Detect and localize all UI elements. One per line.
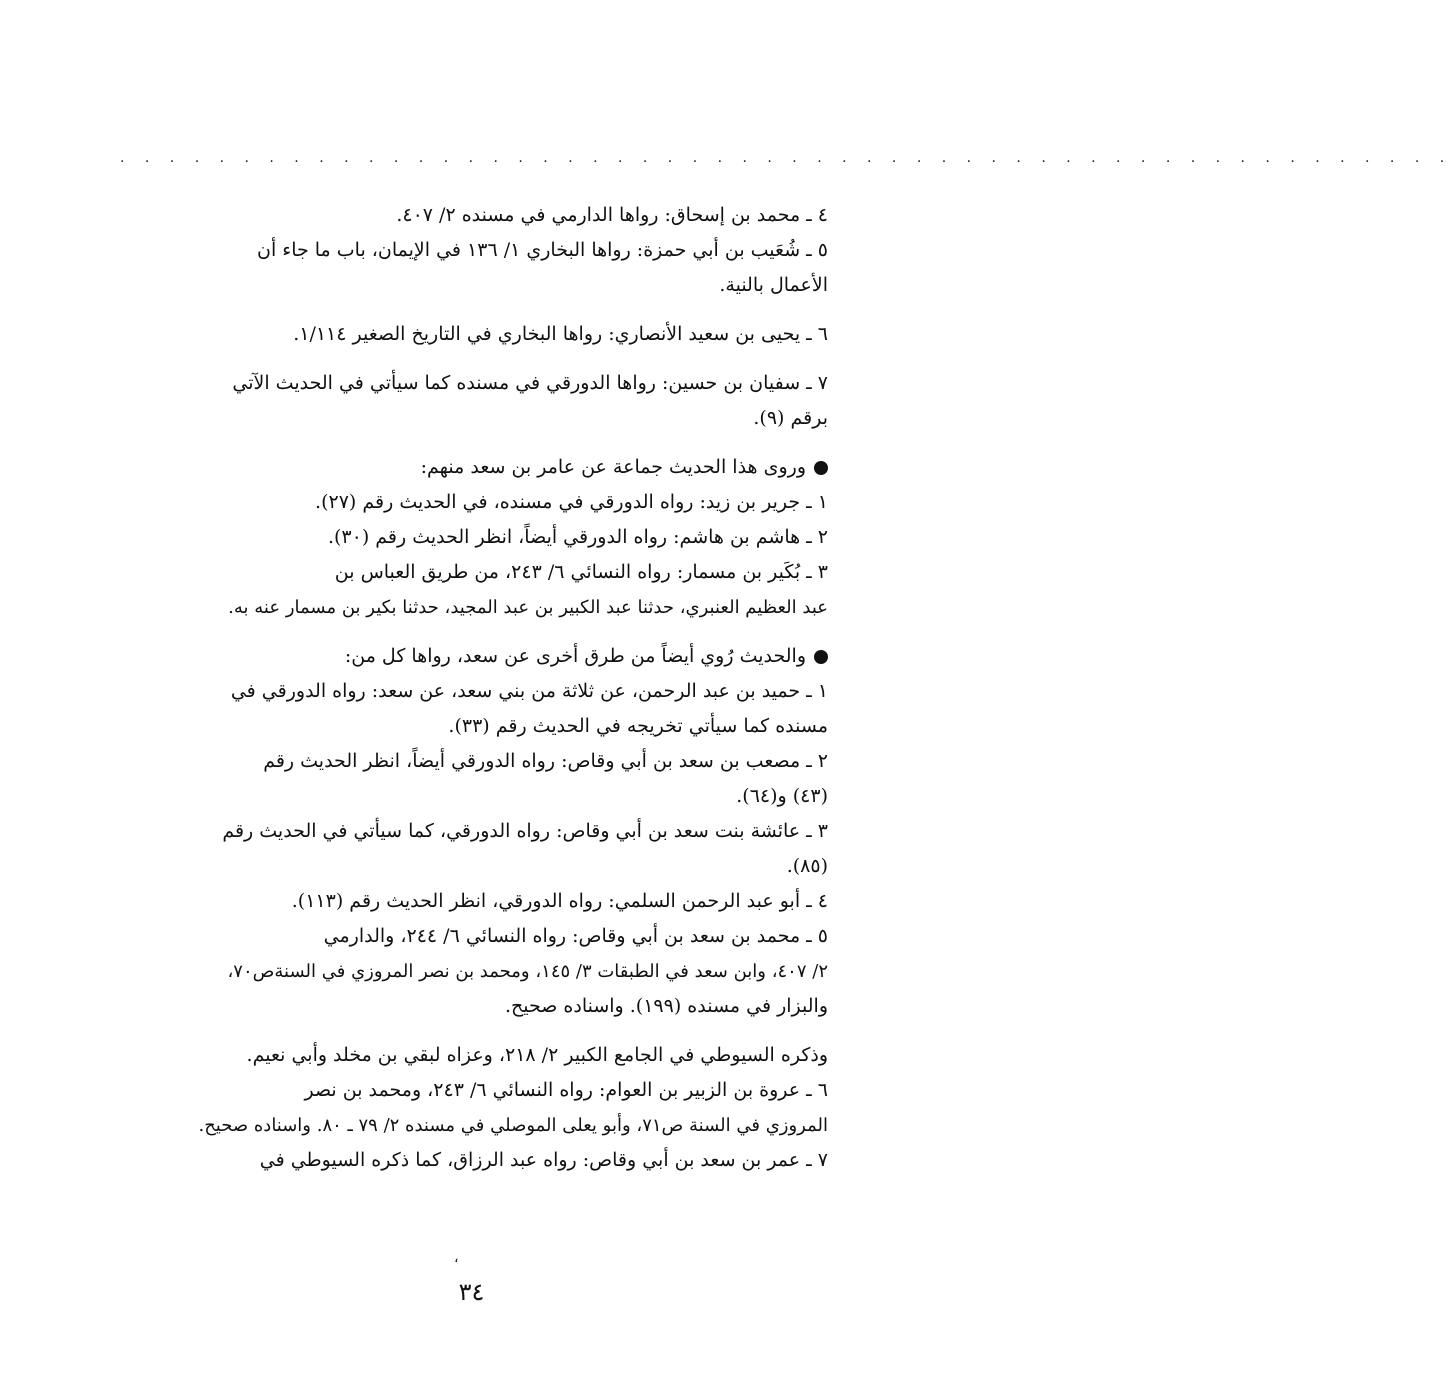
text-line: ٤ ـ محمد بن إسحاق: رواها الدارمي في مسنده ٢/ ٤٠٧. (396, 204, 828, 226)
text-line: ١ ـ حميد بن عبد الرحمن، عن ثلاثة من بني سعد، عن سعد: رواه الدورقي في (230, 680, 828, 702)
page-number: ٣٤ (458, 1278, 485, 1306)
text-line: ٢ ـ هاشم بن هاشم: رواه الدورقي أيضاً، انظر الحديث رقم (٣٠). (327, 526, 828, 548)
bullet-icon (814, 461, 828, 475)
text-line: ٥ ـ شُعَيب بن أبي حمزة: رواها البخاري ١/ ١٣٦ في الإيمان، باب ما جاء أن (256, 239, 828, 261)
text-line: ٦ ـ عروة بن الزبير بن العوام: رواه النسائي ٦/ ٢٤٣، ومحمد بن نصر (304, 1079, 828, 1101)
text-line: عبد العظيم العنبري، حدثنا عبد الكبير بن عبد المجيد، حدثنا بكير بن مسمار عنه به. (228, 597, 828, 618)
text-line: ٤ ـ أبو عبد الرحمن السلمي: رواه الدورقي، انظر الحديث رقم (١١٣). (291, 890, 828, 912)
text-line: والبزار في مسنده (١٩٩). واسناده صحيح. (504, 995, 828, 1017)
text-line: ١ ـ جرير بن زيد: رواه الدورقي في مسنده، في الحديث رقم (٢٧). (315, 491, 828, 513)
text-line: ٥ ـ محمد بن سعد بن أبي وقاص: رواه النسائي ٦/ ٢٤٤، والدارمي (323, 925, 828, 947)
text-line: ٧ ـ عمر بن سعد بن أبي وقاص: رواه عبد الرزاق، كما ذكره السيوطي في (259, 1149, 828, 1171)
text-line: مسنده كما سيأتي تخريجه في الحديث رقم (٣٣). (448, 715, 828, 737)
dotted-separator: . . . . . . . . . . . . . . . . . . . . . . . . . . . . . . . . . . . . . . . . . . . . . . . . . . . . . . (120, 150, 1452, 166)
text-line: ٦ ـ يحيى بن سعيد الأنصاري: رواها البخاري في التاريخ الصغير ١/١١٤. (293, 323, 828, 345)
text-line: ٣ ـ بُكَير بن مسمار: رواه النسائي ٦/ ٢٤٣، من طريق العباس بن (334, 561, 828, 583)
text-line: الأعمال بالنية. (719, 274, 828, 296)
section-heading-text: وروى هذا الحديث جماعة عن عامر بن سعد منهم: (420, 456, 806, 478)
bullet-icon (814, 650, 828, 664)
text-line: وذكره السيوطي في الجامع الكبير ٢/ ٢١٨، وعزاه لبقي بن مخلد وأبي نعيم. (246, 1044, 828, 1066)
text-line: برقم (٩). (753, 407, 828, 429)
text-line: (٤٣) و(٦٤). (736, 785, 828, 807)
text-line: ٧ ـ سفيان بن حسين: رواها الدورقي في مسنده كما سيأتي في الحديث الآتي (232, 372, 828, 394)
text-line: المروزي في السنة ص٧١، وأبو يعلى الموصلي في مسنده ٢/ ٧٩ ـ ٨٠. واسناده صحيح. (198, 1115, 828, 1136)
page-body (120, 150, 1452, 1178)
section-heading-text: والحديث رُوي أيضاً من طرق أخرى عن سعد، رواها كل من: (344, 645, 806, 667)
text-line: ٣ ـ عائشة بنت سعد بن أبي وقاص: رواه الدورقي، كما سيأتي في الحديث رقم (222, 820, 828, 842)
text-line: ٢/ ٤٠٧، وابن سعد في الطبقات ٣/ ١٤٥، ومحمد بن نصر المروزي في السنةص٧٠، (227, 961, 828, 982)
text-line: (٨٥). (786, 855, 828, 877)
text-line: ٢ ـ مصعب بن سعد بن أبي وقاص: رواه الدورقي أيضاً، انظر الحديث رقم (263, 750, 828, 772)
section-heading (120, 450, 828, 485)
section-heading (120, 639, 828, 674)
margin-mark: ، (454, 1250, 459, 1266)
